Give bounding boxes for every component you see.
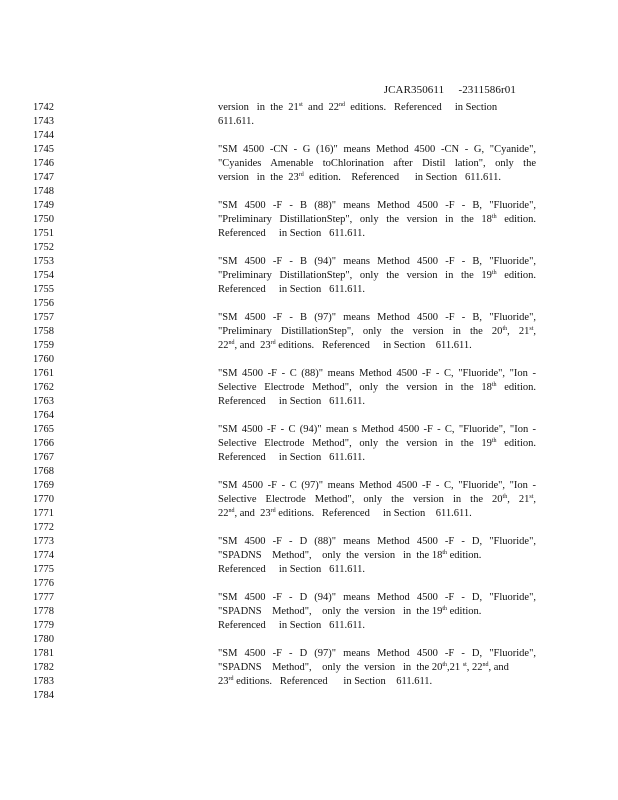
line-number: 1746 bbox=[33, 158, 54, 169]
line-number: 1782 bbox=[33, 662, 54, 673]
line-number: 1752 bbox=[33, 242, 54, 253]
line-number: 1743 bbox=[33, 116, 54, 127]
line-number: 1742 bbox=[33, 102, 54, 113]
line-number: 1770 bbox=[33, 494, 54, 505]
text-line: Selective Electrode Method", only the version in the 18th edition. bbox=[218, 382, 536, 393]
text-line: 23rd editions. Referenced in Section 611.611. bbox=[218, 676, 433, 687]
line-number: 1766 bbox=[33, 438, 54, 449]
text-line: 22nd, and 23rd editions. Referenced in Section 611.611. bbox=[218, 508, 472, 519]
text-line: "Preliminary DistillationStep", only the version in the 20th, 21st, bbox=[218, 326, 536, 337]
line-number: 1762 bbox=[33, 382, 54, 393]
text-line: "SPADNS Method", only the version in the 20th,21 $^{st}$, 22nd, and bbox=[218, 662, 509, 673]
line-number: 1747 bbox=[33, 172, 54, 183]
line-number: 1767 bbox=[33, 452, 54, 463]
line-number: 1748 bbox=[33, 186, 54, 197]
line-number: 1763 bbox=[33, 396, 54, 407]
line-number: 1769 bbox=[33, 480, 54, 491]
text-line: "SM 4500 -CN - G (16)" means Method 4500 -CN - G, "Cyanide", bbox=[218, 144, 536, 155]
text-line: Selective Electrode Method", only the version in the 20th, 21st, bbox=[218, 494, 536, 505]
text-line: "SM 4500 -F - D (97)" means Method 4500 -F - D, "Fluoride", bbox=[218, 648, 536, 659]
text-line: "Preliminary DistillationStep", only the version in the 19th edition. bbox=[218, 270, 536, 281]
text-line: Referenced in Section 611.611. bbox=[218, 228, 366, 239]
text-line: "Preliminary DistillationStep", only the version in the 18th edition. bbox=[218, 214, 536, 225]
text-line: Referenced in Section 611.611. bbox=[218, 564, 366, 575]
text-line: "SM 4500 -F - D (88)" means Method 4500 -F - D, "Fluoride", bbox=[218, 536, 536, 547]
line-number: 1759 bbox=[33, 340, 54, 351]
text-line: "SPADNS Method", only the version in the 19th edition. bbox=[218, 606, 482, 617]
line-number: 1774 bbox=[33, 550, 54, 561]
line-number: 1778 bbox=[33, 606, 54, 617]
line-number: 1761 bbox=[33, 368, 54, 379]
line-number: 1781 bbox=[33, 648, 54, 659]
line-number: 1755 bbox=[33, 284, 54, 295]
line-number: 1760 bbox=[33, 354, 54, 365]
line-number: 1771 bbox=[33, 508, 54, 519]
line-number: 1780 bbox=[33, 634, 54, 645]
line-number: 1751 bbox=[33, 228, 54, 239]
text-line: version in the 23rd edition. Referenced in Section 611.611. bbox=[218, 172, 501, 183]
line-number: 1772 bbox=[33, 522, 54, 533]
text-line: "SPADNS Method", only the version in the 18th edition. bbox=[218, 550, 482, 561]
line-number: 1783 bbox=[33, 676, 54, 687]
document-header bbox=[378, 72, 516, 96]
text-line: "SM 4500 -F - C (97)" means Method 4500 -F - C, "Fluoride", "Ion - bbox=[218, 480, 536, 491]
line-number: 1776 bbox=[33, 578, 54, 589]
line-number: 1764 bbox=[33, 410, 54, 421]
text-line: "SM 4500 -F - B (88)" means Method 4500 -F - B, "Fluoride", bbox=[218, 200, 536, 211]
text-line: 611.611. bbox=[218, 116, 254, 127]
line-number: 1775 bbox=[33, 564, 54, 575]
text-line: "Cyanides Amenable toChlorination after Distil lation", only the bbox=[218, 158, 536, 169]
line-number: 1779 bbox=[33, 620, 54, 631]
line-number: 1784 bbox=[33, 690, 54, 701]
line-number: 1768 bbox=[33, 466, 54, 477]
text-line: "SM 4500 -F - B (97)" means Method 4500 -F - B, "Fluoride", bbox=[218, 312, 536, 323]
text-line: version in the 21st and 22nd editions. Referenced in Section bbox=[218, 102, 498, 113]
line-number: 1750 bbox=[33, 214, 54, 225]
line-number: 1744 bbox=[33, 130, 54, 141]
text-line: "SM 4500 -F - D (94)" means Method 4500 -F - D, "Fluoride", bbox=[218, 592, 536, 603]
text-line: "SM 4500 -F - B (94)" means Method 4500 -F - B, "Fluoride", bbox=[218, 256, 536, 267]
line-number: 1765 bbox=[33, 424, 54, 435]
text-line: "SM 4500 -F - C (94)" mean s Method 4500 -F - C, "Fluoride", "Ion - bbox=[218, 424, 536, 435]
line-number: 1758 bbox=[33, 326, 54, 337]
line-number: 1753 bbox=[33, 256, 54, 267]
text-line: 22nd, and 23rd editions. Referenced in Section 611.611. bbox=[218, 340, 472, 351]
line-number: 1757 bbox=[33, 312, 54, 323]
document-id: JCAR350611 -2311586r01 bbox=[383, 84, 516, 96]
text-line: Referenced in Section 611.611. bbox=[218, 284, 366, 295]
text-line: Referenced in Section 611.611. bbox=[218, 620, 366, 631]
text-line: Referenced in Section 611.611. bbox=[218, 396, 366, 407]
line-number: 1777 bbox=[33, 592, 54, 603]
text-line: Referenced in Section 611.611. bbox=[218, 452, 366, 463]
line-number: 1756 bbox=[33, 298, 54, 309]
line-number: 1754 bbox=[33, 270, 54, 281]
text-line: "SM 4500 -F - C (88)" means Method 4500 -F - C, "Fluoride", "Ion - bbox=[218, 368, 536, 379]
text-line: Selective Electrode Method", only the version in the 19th edition. bbox=[218, 438, 536, 449]
line-number: 1749 bbox=[33, 200, 54, 211]
line-number: 1773 bbox=[33, 536, 54, 547]
line-number: 1745 bbox=[33, 144, 54, 155]
